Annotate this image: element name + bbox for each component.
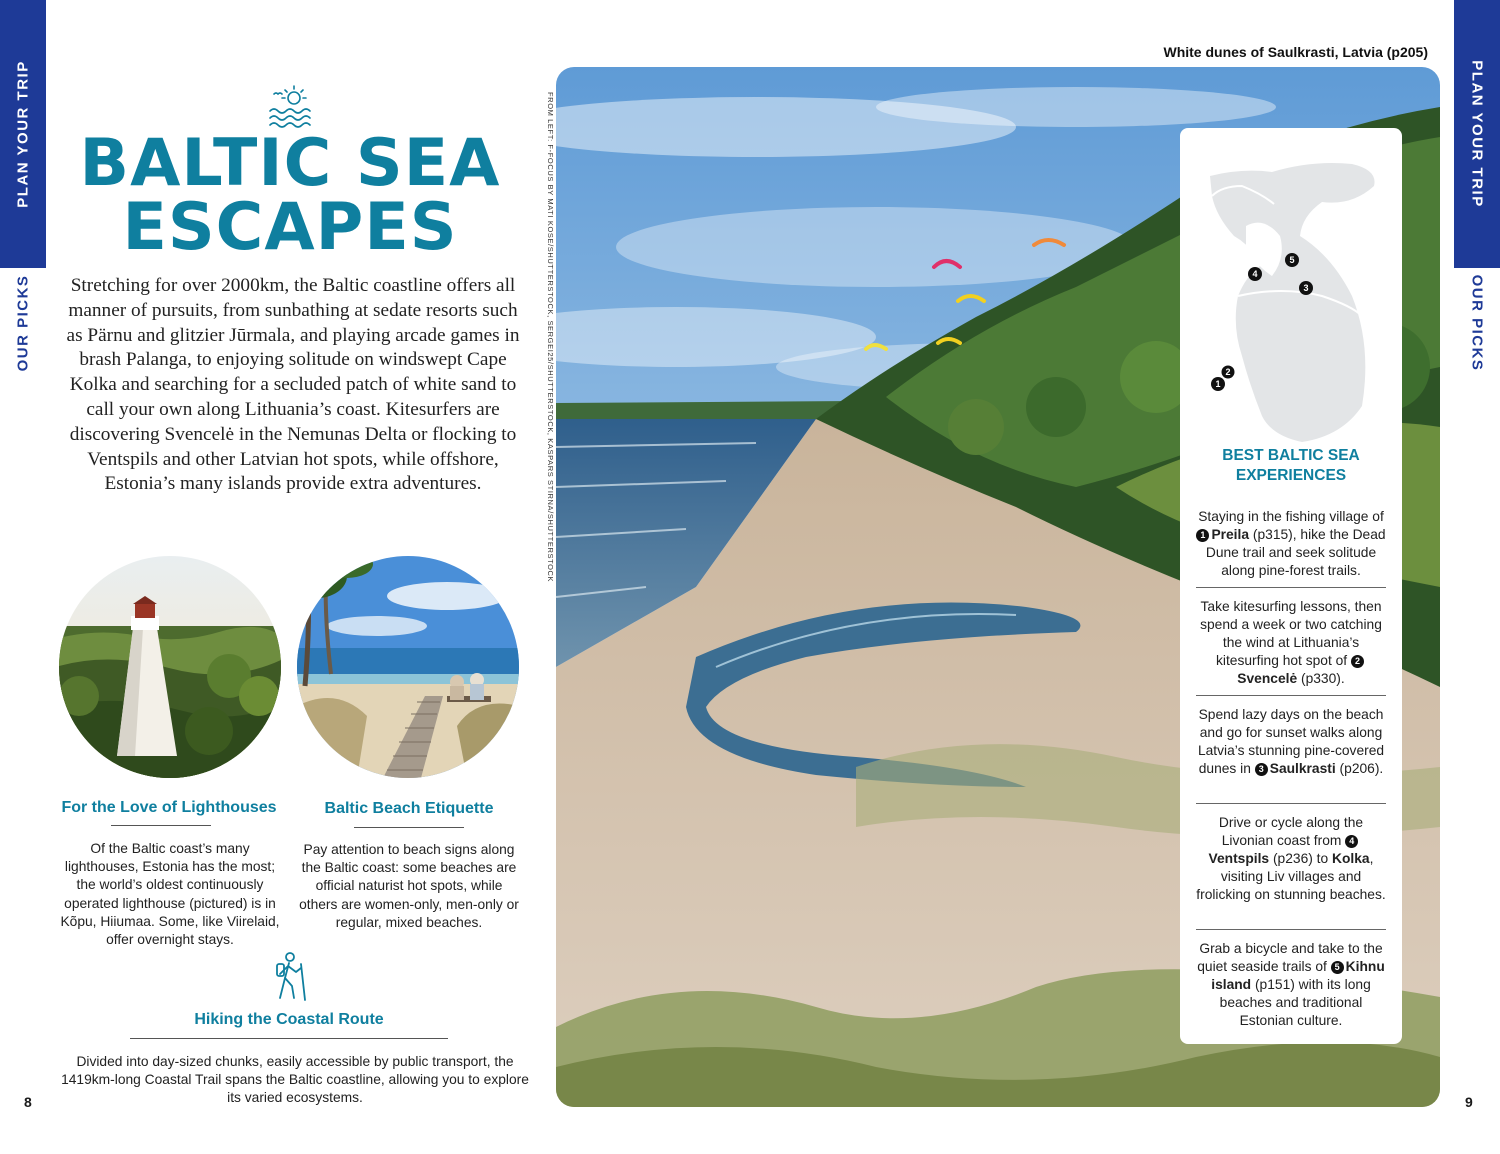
photo-caption: White dunes of Saulkrasti, Latvia (p205) bbox=[1163, 44, 1428, 60]
map-marker-3: 3 bbox=[1303, 283, 1309, 293]
feature-divider bbox=[111, 825, 211, 826]
experience-divider bbox=[1196, 695, 1386, 696]
our-picks-tab-right bbox=[1454, 268, 1500, 378]
experience-item: Take kitesurfing lessons, then spend a week or two catching the wind at Lithuania’s kitesurfing hot spot of 2Svencelė (p330). bbox=[1200, 599, 1382, 686]
page-number-right: 9 bbox=[1465, 1094, 1473, 1110]
experiences-card bbox=[1180, 128, 1402, 1044]
map-marker-4: 4 bbox=[1252, 269, 1258, 279]
intro-paragraph: Stretching for over 2000km, the Baltic coastline offers all manner of pursuits, from sunbathing at sedate resorts such as Pärnu and glitzier Jūrmala, and playing arcade games in brash Palanga, to enjoying solitude on windswept Cape Kolka and searching for a secluded patch of white sand to call your own along Lithuania’s coast. Kitesurfers are discovering Svencelė in the Nemunas Delta or flocking to Ventspils and other Latvian hot spots, while offshore, Estonia’s many islands provide extra adventures. bbox=[66, 275, 520, 495]
feature-body-hiking: Divided into day-sized chunks, easily accessible by public transport, the 1419km-long Coastal Trail spans the Baltic coastline, allowing you to explore its varied ecosystems. bbox=[61, 1054, 529, 1106]
feature-body-etiquette: Pay attention to beach signs along the Baltic coast: some beaches are official naturist hot spots, while others are women-only, men-only or regular, mixed beaches. bbox=[299, 842, 519, 930]
title-line-2: ESCAPES bbox=[122, 190, 458, 265]
feature-title-etiquette: Baltic Beach Etiquette bbox=[324, 800, 494, 817]
our-picks-label-right: OUR PICKS bbox=[1468, 274, 1486, 372]
marker-badge: 1 bbox=[1196, 529, 1209, 542]
experience-divider bbox=[1196, 587, 1386, 588]
marker-badge: 5 bbox=[1331, 961, 1344, 974]
feature-divider bbox=[354, 827, 464, 828]
lighthouse-photo bbox=[59, 556, 281, 778]
experience-divider bbox=[1196, 803, 1386, 804]
plan-your-trip-tab-right bbox=[1454, 0, 1500, 268]
plan-your-trip-label: PLAN YOUR TRIP bbox=[14, 60, 32, 208]
beach-boardwalk-photo bbox=[297, 556, 519, 778]
photo-credits: FROM LEFT: F-FOCUS BY MATI KOSE/SHUTTERSTOCK, SERGEI25/SHUTTERSTOCK, KASPARS STIRNA/SHUTTERSTOCK bbox=[546, 92, 555, 583]
our-picks-label: OUR PICKS bbox=[14, 274, 32, 372]
plan-your-trip-tab bbox=[0, 0, 46, 268]
feature-divider bbox=[130, 1038, 448, 1039]
baltic-map bbox=[1202, 146, 1382, 446]
plan-your-trip-label-right: PLAN YOUR TRIP bbox=[1468, 60, 1486, 208]
experience-item: Spend lazy days on the beach and go for sunset walks along Latvia’s stunning pine-covered dunes in 3 Saulkrasti (p206). bbox=[1197, 707, 1385, 776]
marker-badge: 4 bbox=[1345, 835, 1358, 848]
title-line-1: BALTIC SEA bbox=[79, 126, 501, 201]
experience-item: Staying in the fishing village of 1 Preila (p315), hike the Dead Dune trail and seek solitude along pine-forest trails. bbox=[1198, 509, 1386, 578]
sun-waves-icon bbox=[266, 84, 312, 130]
page-title bbox=[60, 126, 520, 265]
feature-title-hiking: Hiking the Coastal Route bbox=[194, 1011, 384, 1028]
feature-body-lighthouses: Of the Baltic coast’s many lighthouses, Estonia has the most; the world’s oldest continuously operated lighthouse (pictured) is in Kõpu, Hiiumaa. Some, like Viirelaid, offer overnight stays. bbox=[60, 841, 280, 948]
experience-divider bbox=[1196, 929, 1386, 930]
right-side-tab bbox=[1454, 0, 1500, 1154]
experience-item: Drive or cycle along the Livonian coast from 4Ventspils (p236) to Kolka, visiting Liv villages and frolicking on stunning beaches. bbox=[1196, 815, 1386, 902]
feature-title-lighthouses: For the Love of Lighthouses bbox=[61, 799, 277, 816]
hiker-icon bbox=[268, 950, 310, 1002]
marker-badge: 3 bbox=[1255, 763, 1268, 776]
experiences-title: BEST BALTIC SEA EXPERIENCES bbox=[1222, 447, 1360, 484]
left-side-tab bbox=[0, 0, 46, 1154]
map-marker-1: 1 bbox=[1215, 379, 1221, 389]
page-number-left: 8 bbox=[24, 1094, 32, 1110]
map-marker-5: 5 bbox=[1289, 255, 1295, 265]
marker-badge: 2 bbox=[1351, 655, 1364, 668]
experience-item: Grab a bicycle and take to the quiet seaside trails of 5 Kihnu island (p151) with its long beaches and traditional Estonian culture. bbox=[1197, 941, 1385, 1028]
map-marker-2: 2 bbox=[1225, 367, 1231, 377]
our-picks-tab bbox=[0, 268, 46, 378]
